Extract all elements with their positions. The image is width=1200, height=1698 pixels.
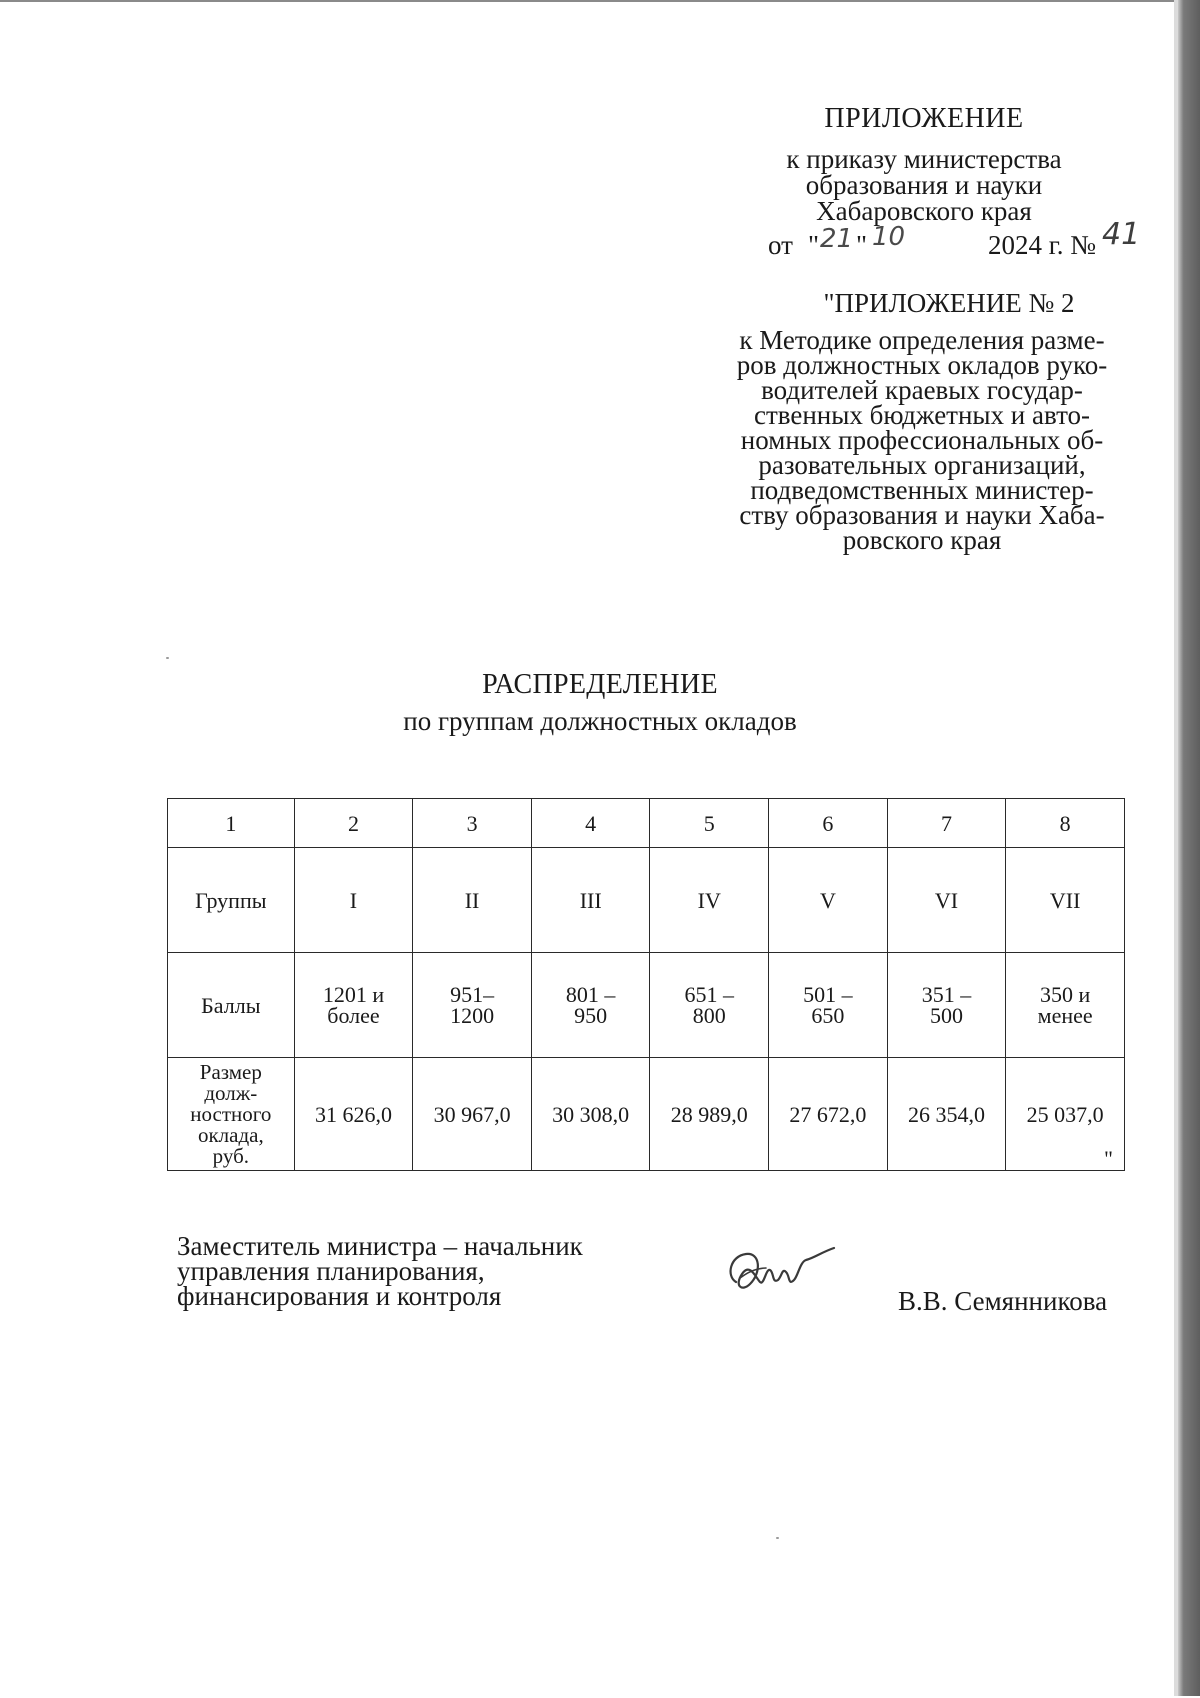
points-cell	[294, 953, 413, 1058]
points-line: 1201 и	[322, 982, 385, 1007]
points-label-cell: Баллы	[168, 953, 295, 1058]
points-cell	[531, 953, 650, 1058]
signatory-title-line: Заместитель министра – начальник	[177, 1231, 583, 1261]
appendix-title: ПРИЛОЖЕНИЕ	[824, 103, 1024, 134]
order-line: к приказу министерства	[786, 144, 1062, 174]
salary-cell: 31 626,0	[294, 1058, 413, 1171]
column-number-cell: 4	[531, 799, 650, 848]
points-line: 350 и	[1040, 982, 1091, 1007]
signatory-title-line: финансирования и контроля	[177, 1281, 502, 1311]
date-quote-mid: "	[856, 230, 868, 260]
salary-label-line: оклада,	[197, 1122, 264, 1147]
points-cell	[769, 953, 888, 1058]
salary-cell: 28 989,0	[650, 1058, 769, 1171]
methodology-line: водителей краевых государ-	[761, 375, 1083, 405]
points-line: менее	[1037, 1003, 1093, 1028]
distribution-subtitle: по группам должностных окладов	[403, 706, 797, 736]
salary-label-line: ностного	[190, 1101, 272, 1126]
date-quote-open: "	[808, 230, 820, 260]
groups-row	[168, 848, 1125, 953]
signatory-title	[177, 1231, 657, 1311]
points-cell	[1006, 953, 1125, 1058]
salary-label-line: Размер	[199, 1059, 262, 1084]
group-cell: III	[531, 848, 650, 953]
methodology-reference	[726, 325, 1118, 555]
salary-label-line: руб.	[212, 1143, 250, 1168]
points-cell	[650, 953, 769, 1058]
salary-label-cell	[168, 1058, 295, 1171]
points-cell	[413, 953, 532, 1058]
methodology-line: ровского края	[842, 525, 1002, 555]
appendix-header	[744, 103, 1104, 226]
handwritten-order-number: 41	[1102, 217, 1141, 252]
signatory-title-line: управления планирования,	[177, 1256, 485, 1286]
salary-cell: 25 037,0	[1006, 1058, 1125, 1171]
order-line: образования и науки	[805, 170, 1043, 200]
group-cell: VI	[887, 848, 1006, 953]
date-from-label: от	[768, 230, 793, 260]
closing-quote: "	[1104, 1146, 1113, 1171]
signer-name: В.В. Семянникова	[898, 1286, 1108, 1316]
order-line: Хабаровского края	[816, 196, 1032, 226]
handwritten-signature	[722, 1238, 842, 1307]
points-line: 800	[692, 1003, 726, 1028]
points-line: 351 –	[921, 982, 972, 1007]
column-number-cell: 6	[769, 799, 888, 848]
methodology-line: подведомственных министер-	[750, 475, 1094, 505]
salary-label-line: долж-	[204, 1080, 258, 1105]
points-line: 1200	[450, 1003, 495, 1028]
group-cell: I	[294, 848, 413, 953]
scan-speck	[166, 657, 169, 659]
year-number-label: 2024 г. №	[988, 230, 1097, 260]
column-number-cell: 2	[294, 799, 413, 848]
salary-cell: 30 967,0	[413, 1058, 532, 1171]
methodology-line: ственных бюджетных и авто-	[753, 400, 1091, 430]
group-cell: V	[769, 848, 888, 953]
points-line: 950	[574, 1003, 608, 1028]
column-number-cell: 3	[413, 799, 532, 848]
points-line: более	[327, 1003, 380, 1028]
points-line: 501 –	[803, 982, 853, 1007]
handwritten-month: 10	[872, 222, 906, 252]
salary-row	[168, 1058, 1125, 1171]
appendix2-title: "ПРИЛОЖЕНИЕ № 2	[823, 288, 1075, 318]
distribution-title: РАСПРЕДЕЛЕНИЕ	[482, 669, 718, 700]
scan-speck	[776, 1537, 779, 1539]
column-number-cell: 5	[650, 799, 769, 848]
group-cell: II	[413, 848, 532, 953]
signature-scribble-icon	[722, 1238, 842, 1302]
salary-cell: 26 354,0	[887, 1058, 1006, 1171]
methodology-line: номных профессиональных об-	[740, 425, 1104, 455]
column-number-cell: 1	[168, 799, 295, 848]
points-row	[168, 953, 1125, 1058]
column-number-row	[168, 799, 1125, 848]
column-number-cell: 8	[1006, 799, 1125, 848]
group-cell: IV	[650, 848, 769, 953]
scan-edge-shadow	[1178, 0, 1200, 1696]
points-cell	[887, 953, 1006, 1058]
salary-groups-table	[167, 798, 1125, 1171]
points-line: 801 –	[565, 982, 616, 1007]
methodology-line: к Методике определения разме-	[739, 325, 1105, 355]
column-number-cell: 7	[887, 799, 1006, 848]
handwritten-day: 21	[820, 224, 854, 254]
methodology-line: разовательных организаций,	[758, 450, 1086, 480]
points-line: 651 –	[684, 982, 735, 1007]
groups-label-cell: Группы	[168, 848, 295, 953]
group-cell: VII	[1006, 848, 1125, 953]
methodology-line: ров должностных окладов руко-	[736, 350, 1108, 380]
salary-cell: 27 672,0	[769, 1058, 888, 1171]
methodology-line: ству образования и науки Хаба-	[739, 500, 1105, 530]
points-line: 650	[811, 1003, 845, 1028]
points-line: 500	[930, 1003, 963, 1028]
points-line: 951–	[450, 982, 495, 1007]
salary-cell: 30 308,0	[531, 1058, 650, 1171]
